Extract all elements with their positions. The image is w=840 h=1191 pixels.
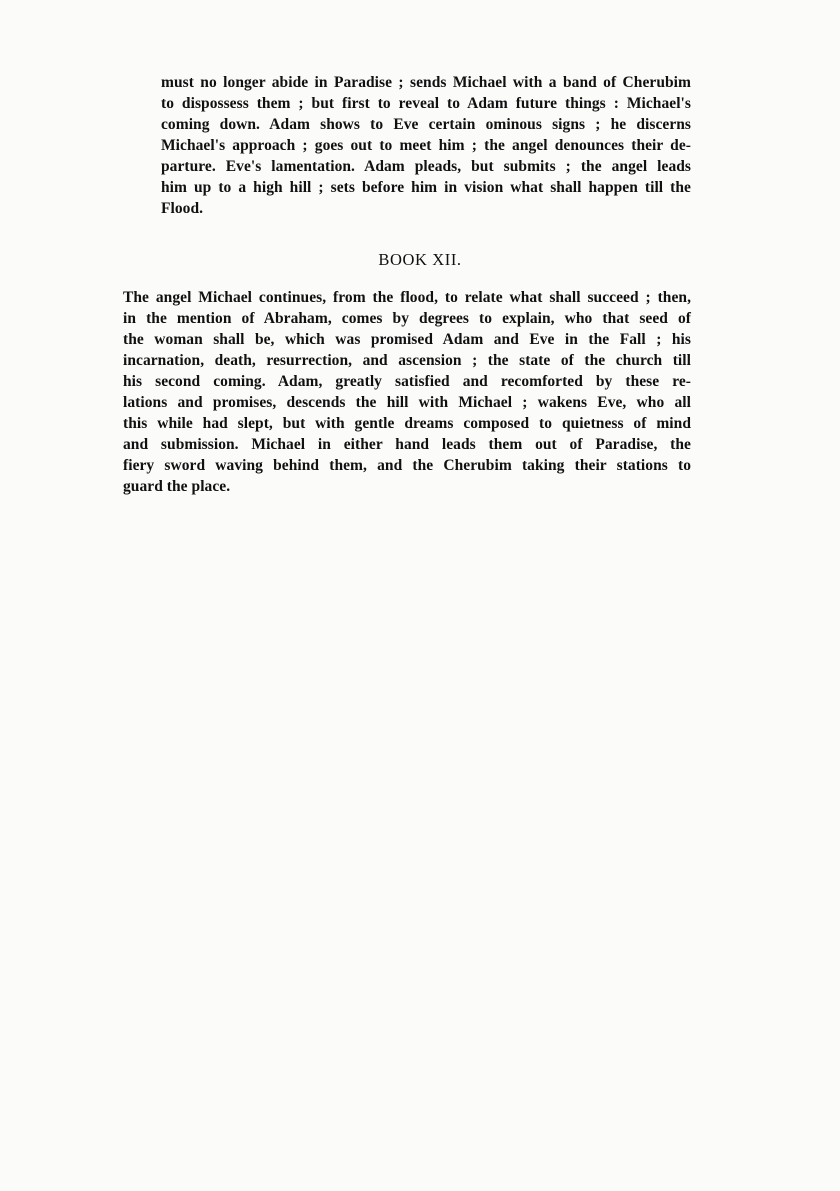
text-line: in the mention of Abraham, comes by degrees to explain, who that seed of: [123, 310, 691, 327]
book-xii-argument: [123, 287, 691, 497]
text-line: him up to a high hill ; sets before him in vision what shall happen till the: [161, 179, 691, 196]
text-line: The angel Michael continues, from the flood, to relate what shall succeed ; then,: [123, 289, 691, 306]
text-line: this while had slept, but with gentle dreams composed to quietness of mind: [123, 415, 691, 432]
text-line: incarnation, death, resurrection, and ascension ; the state of the church till: [123, 352, 691, 369]
text-line: fiery sword waving behind them, and the Cherubim taking their stations to: [123, 457, 691, 474]
book-heading: BOOK XII.: [378, 250, 462, 269]
book-xi-argument-continuation: [161, 72, 691, 219]
text-line: and submission. Michael in either hand leads them out of Paradise, the: [123, 436, 691, 453]
text-line: the woman shall be, which was promised Adam and Eve in the Fall ; his: [123, 331, 691, 348]
text-line: parture. Eve's lamentation. Adam pleads, but submits ; the angel leads: [161, 158, 691, 175]
text-line: his second coming. Adam, greatly satisfied and recomforted by these re-: [123, 373, 691, 390]
text-line: to dispossess them ; but first to reveal to Adam future things : Michael's: [161, 95, 691, 112]
text-line: Michael's approach ; goes out to meet him ; the angel denounces their de-: [161, 137, 691, 154]
text-line: coming down. Adam shows to Eve certain ominous signs ; he discerns: [161, 116, 691, 133]
text-line: must no longer abide in Paradise ; sends Michael with a band of Cherubim: [161, 74, 691, 91]
text-line: lations and promises, descends the hill with Michael ; wakens Eve, who all: [123, 394, 691, 411]
text-line: Flood.: [161, 200, 204, 217]
text-line: guard the place.: [123, 478, 231, 495]
